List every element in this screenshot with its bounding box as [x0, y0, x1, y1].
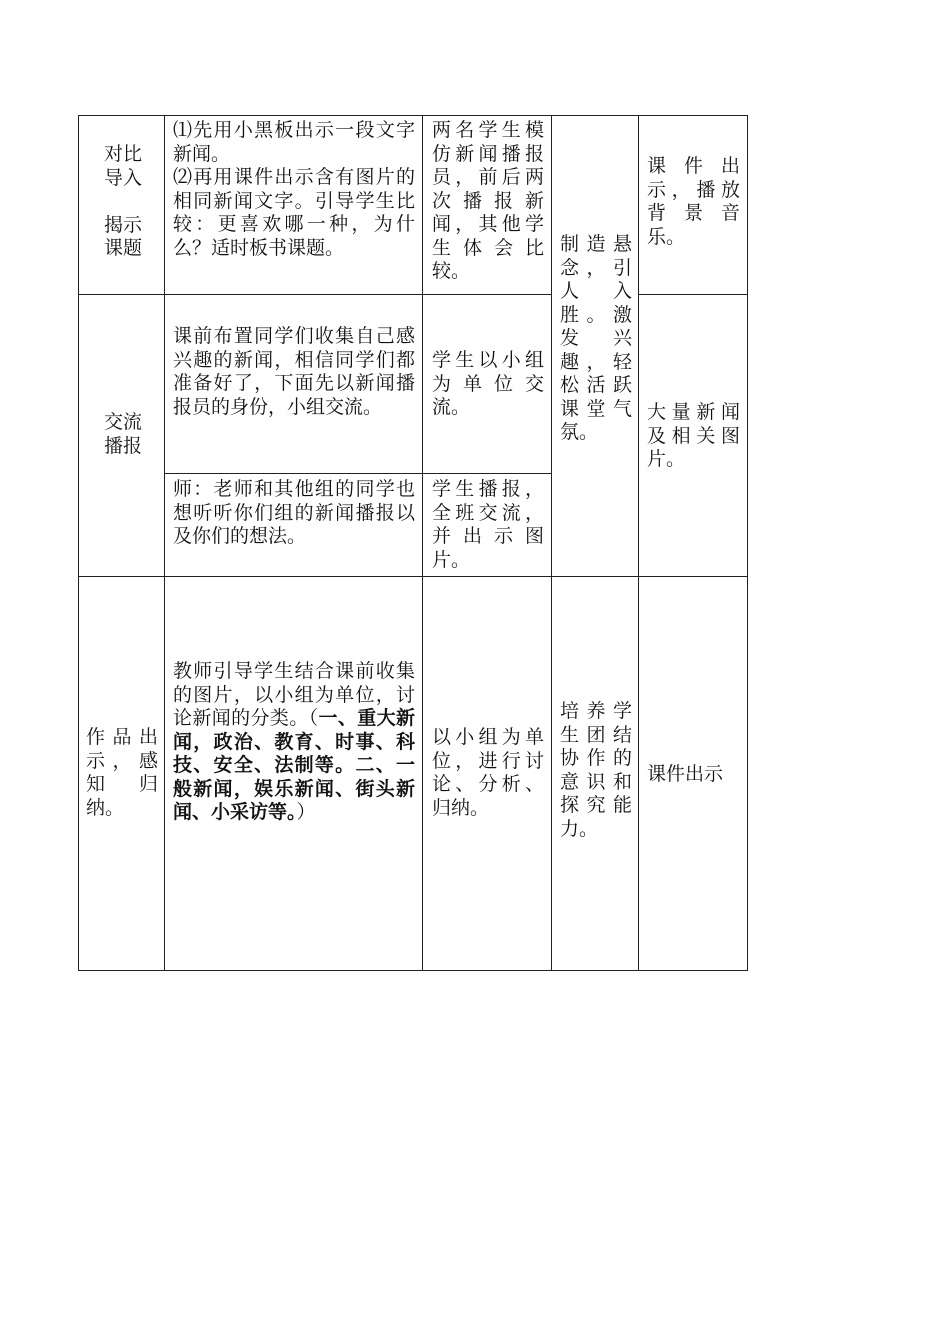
media-cell-2: 大量新闻及相关图片。	[647, 401, 740, 470]
stage-cell-1: 对比 导入 揭示 课题	[103, 143, 142, 259]
student-cell-3: 以小组为单位，进行讨论、分析、归纳。	[432, 726, 544, 819]
stage-text-3: 作品出示，感知归纳。	[86, 726, 158, 819]
teacher-intro-3: 教师引导学生结合课前收集的图片，以小组为单位，讨论新闻的分类。（	[173, 660, 415, 729]
media-cell-3: 课件出示	[647, 763, 724, 785]
row-divider-sub	[164, 473, 552, 474]
row-divider-1	[78, 294, 552, 295]
lesson-table	[78, 115, 748, 971]
intent-cell-3: 培养学生团结协作的意识和探究能力。	[560, 700, 632, 840]
intent-cell-merged: 制造悬念，引人入胜。激发兴趣，轻松活跃课堂气氛。	[560, 233, 632, 443]
teacher-cell-1: ⑴先用小黑板出示一段文字新闻。 ⑵再用课件出示含有图片的相同新闻文字。引导学生比较：更喜欢哪一种，为什么？适时板书课题。	[173, 119, 415, 259]
table-border-right	[747, 115, 748, 971]
col-divider-2	[422, 115, 423, 971]
table-border-top	[78, 115, 748, 116]
row-divider-2	[78, 576, 748, 577]
teacher-bold-3: 一、重大新闻，政治、教育、时事、科技、安全、法制等。二、一般新闻，娱乐新闻、街头新闻、小采访等。	[173, 707, 415, 823]
teacher-cell-2: 课前布置同学们收集自己感兴趣的新闻，相信同学们都准备好了，下面先以新闻播报员的身份，小组交流。	[173, 325, 415, 418]
teacher-end-3: ）	[296, 801, 316, 823]
col-divider-1	[164, 115, 165, 971]
col-divider-4	[638, 115, 639, 971]
row-divider-1b	[638, 294, 748, 295]
teacher-cell-3	[173, 660, 415, 825]
media-cell-1: 课件出示，播放背景音乐。	[647, 155, 740, 248]
student-cell-2: 学生以小组为单位交流。	[432, 349, 544, 418]
student-cell-1: 两名学生模仿新闻播报员，前后两次播报新闻，其他学生体会比较。	[432, 119, 544, 282]
teacher-cell-2b: 师：老师和其他组的同学也想听听你们组的新闻播报以及你们的想法。	[173, 478, 415, 547]
table-border-left	[78, 115, 79, 971]
stage-cell-3	[86, 726, 158, 820]
col-divider-3	[551, 115, 552, 971]
table-border-bottom	[78, 970, 748, 971]
stage-cell-2: 交流 播报	[103, 411, 142, 457]
student-cell-2b: 学生播报，全班交流，并出示图片。	[432, 478, 544, 571]
